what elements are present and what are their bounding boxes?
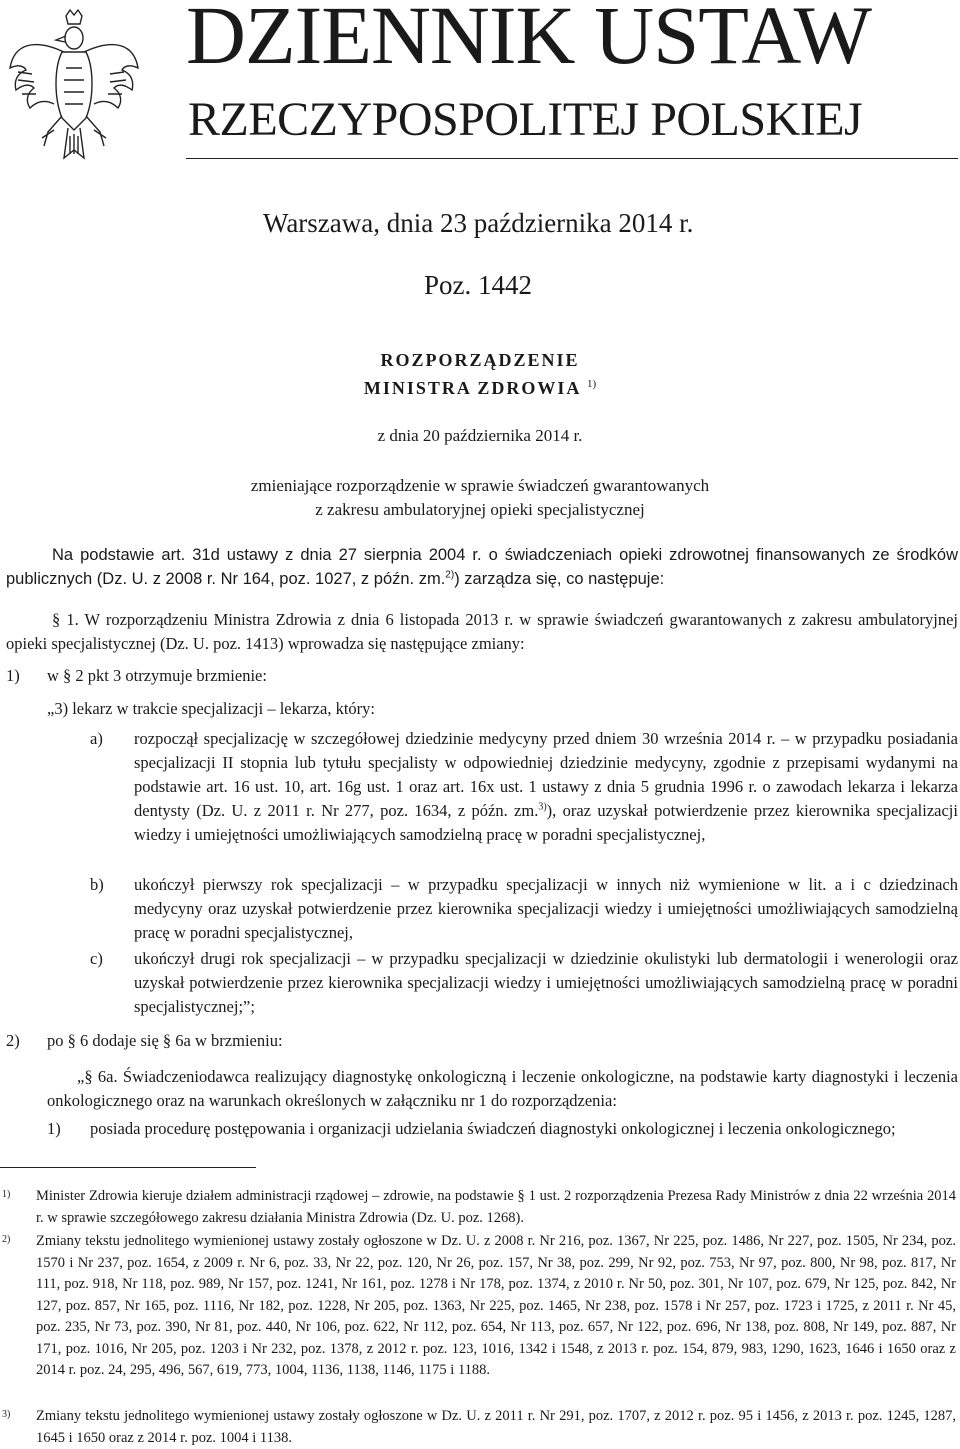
- point-number: 1): [6, 666, 20, 685]
- section-6a-point-1: posiada procedurę postępowania i organizacji udzielania świadczeń diagnostyki onkologicznej i leczenia onkologicznego;: [90, 1119, 896, 1138]
- journal-subtitle: RZECZYPOSPOLITEJ POLSKIEJ: [188, 93, 863, 146]
- letter-label: b): [90, 875, 104, 894]
- preamble: Na podstawie art. 31d ustawy z dnia 27 sierpnia 2004 r. o świadczeniach opieki zdrowotnej finansowanych ze środków publicznych (Dz. U. z 2008 r. Nr 164, poz. 1027, z późn. zm.$^{2)}$) zarządza się, co następuje:: [6, 546, 958, 588]
- act-issuer: MINISTRA ZDROWIA $^{1)}$: [363, 378, 597, 398]
- footnote-text: Minister Zdrowia kieruje działem administracji rządowej – zdrowie, na podstawie § 1 ust. 2 rozporządzenia Prezesa Rady Ministrów z dnia 22 września 2014 r. w sprawie szczegółowego zakresu działania Ministra Zdrowia (Dz. U. poz. 1268).: [36, 1188, 956, 1226]
- footnote-number: 2): [2, 1234, 11, 1245]
- letter-label: a): [90, 729, 103, 748]
- letter-label: c): [90, 949, 103, 968]
- section-1: § 1. W rozporządzeniu Ministra Zdrowia z dnia 6 listopada 2013 r. w sprawie świadczeń gwarantowanych z zakresu ambulatoryjnej opieki specjalistycznej (Dz. U. poz. 1413) wprowadza się następujące zmiany:: [6, 610, 958, 653]
- section-6a-text: „§ 6a. Świadczeniodawca realizujący diagnostykę onkologiczną i leczenie onkologiczne, na podstawie karty diagnostyki i leczenia onkologicznego oraz na warunkach określonych w załączniku nr 1 do rozporządzenia:: [47, 1067, 958, 1110]
- point-text: w § 2 pkt 3 otrzymuje brzmienie:: [47, 666, 267, 685]
- footnote-ref[interactable]: 2): [445, 569, 455, 581]
- letter-b-text: ukończył pierwszy rok specjalizacji – w przypadku specjalizacji w innych niż wymienione w lit. a i c dziedzinach medycyny oraz uzyskał potwierdzenie przez kierownika specjalizacji wiedzy i umiejętności umożliwiających samodzielną pracę w poradni specjalistycznej,: [134, 875, 958, 942]
- position-number: Poz. 1442: [424, 270, 532, 300]
- footnote-text: Zmiany tekstu jednolitego wymienionej ustawy zostały ogłoszone w Dz. U. z 2011 r. Nr 291, poz. 1707, z 2012 r. poz. 95 i 1456, z 2013 r. poz. 1245, 1287, 1645 i 1650 oraz z 2014 r. poz. 1004 i 1138.: [36, 1408, 956, 1446]
- eagle-emblem-icon: [4, 8, 144, 168]
- letter-c-text: ukończył drugi rok specjalizacji – w przypadku specjalizacji w dziedzinie okulistyki lub dermatologii i wenerologii oraz uzyskał potwierdzenie przez kierownika specjalizacji wiedzy i umiejętności umożliwiających samodzielną pracę w poradni specjalistycznej;”;: [134, 949, 958, 1016]
- act-title-line: z zakresu ambulatoryjnej opieki specjalistycznej: [315, 500, 645, 519]
- act-type: ROZPORZĄDZENIE: [380, 350, 580, 370]
- act-date: z dnia 20 października 2014 r.: [377, 426, 583, 445]
- act-title-line: zmieniające rozporządzenie w sprawie świadczeń gwarantowanych: [250, 476, 710, 495]
- letter-a-text: rozpoczął specjalizację w szczegółowej dziedzinie medycyny przed dniem 30 września 2014 r. – w przypadku posiadania specjalizacji II stopnia lub tytułu specjalisty w odpowiedniej dziedzinie medycyny, zgodnie z przepisami wydanymi na podstawie art. 16 ust. 10, art. 16g ust. 1 oraz art. 16x ust. 1 ustawy z dnia 5 grudnia 1996 r. o zawodach lekarza i lekarza dentysty (Dz. U. z 2011 r. Nr 277, poz. 1634, z późn. zm.$^{3)}$), oraz uzyskał potwierdzenie przez kierownika specjalizacji wiedzy i umiejętności umożliwiających samodzielną pracę w poradni specjalistycznej,: [134, 729, 958, 844]
- act-title: [0, 474, 960, 522]
- point-text: po § 6 dodaje się § 6a w brzmieniu:: [47, 1031, 283, 1050]
- footnotes-divider: [0, 1167, 256, 1168]
- footnote-text: Zmiany tekstu jednolitego wymienionej ustawy zostały ogłoszone w Dz. U. z 2008 r. Nr 216, poz. 1367, Nr 225, poz. 1486, Nr 227, poz. 1505, Nr 234, poz. 1570 i Nr 237, poz. 1654, z 2009 r. Nr 6, poz. 33, Nr 22, poz. 120, Nr 26, poz. 157, Nr 38, poz. 299, Nr 92, poz. 753, Nr 97, poz. 800, Nr 98, poz. 817, Nr 111, poz. 918, Nr 118, poz. 989, Nr 157, poz. 1241, Nr 161, poz. 1278 i Nr 178, poz. 1374, z 2010 r. Nr 50, poz. 301, Nr 107, poz. 679, Nr 125, poz. 842, Nr 127, poz. 857, Nr 165, poz. 1116, Nr 182, poz. 1228, Nr 205, poz. 1363, Nr 225, poz. 1465, Nr 238, poz. 1578 i Nr 257, poz. 1723 i 1725, z 2011 r. Nr 45, poz. 235, Nr 73, poz. 390, Nr 81, poz. 440, Nr 106, poz. 622, Nr 112, poz. 654, Nr 113, poz. 657, Nr 122, poz. 696, Nr 138, poz. 808, Nr 149, poz. 887, Nr 171, poz. 1016, Nr 205, poz. 1203 i Nr 232, poz. 1378, z 2012 r. poz. 123, 1016, 1342 i 1548, z 2013 r. poz. 154, 879, 983, 1290, 1623, 1646 i 1650 oraz z 2014 r. poz. 24, 295, 496, 567, 619, 773, 1004, 1136, 1138, 1146, 1175 i 1188.: [36, 1233, 956, 1378]
- footnote-ref[interactable]: 3): [538, 801, 547, 813]
- point-number: 1): [47, 1119, 61, 1138]
- journal-title: DZIENNIK USTAW: [186, 0, 871, 81]
- footnote-number: 1): [2, 1189, 11, 1200]
- footnote-ref[interactable]: 1): [586, 378, 597, 390]
- footnote-number: 3): [2, 1409, 11, 1420]
- publication-date: Warszawa, dnia 23 października 2014 r.: [263, 208, 694, 238]
- quoted-definition: „3) lekarz w trakcie specjalizacji – lekarza, który:: [47, 699, 375, 718]
- header-divider: [186, 158, 958, 159]
- point-number: 2): [6, 1031, 20, 1050]
